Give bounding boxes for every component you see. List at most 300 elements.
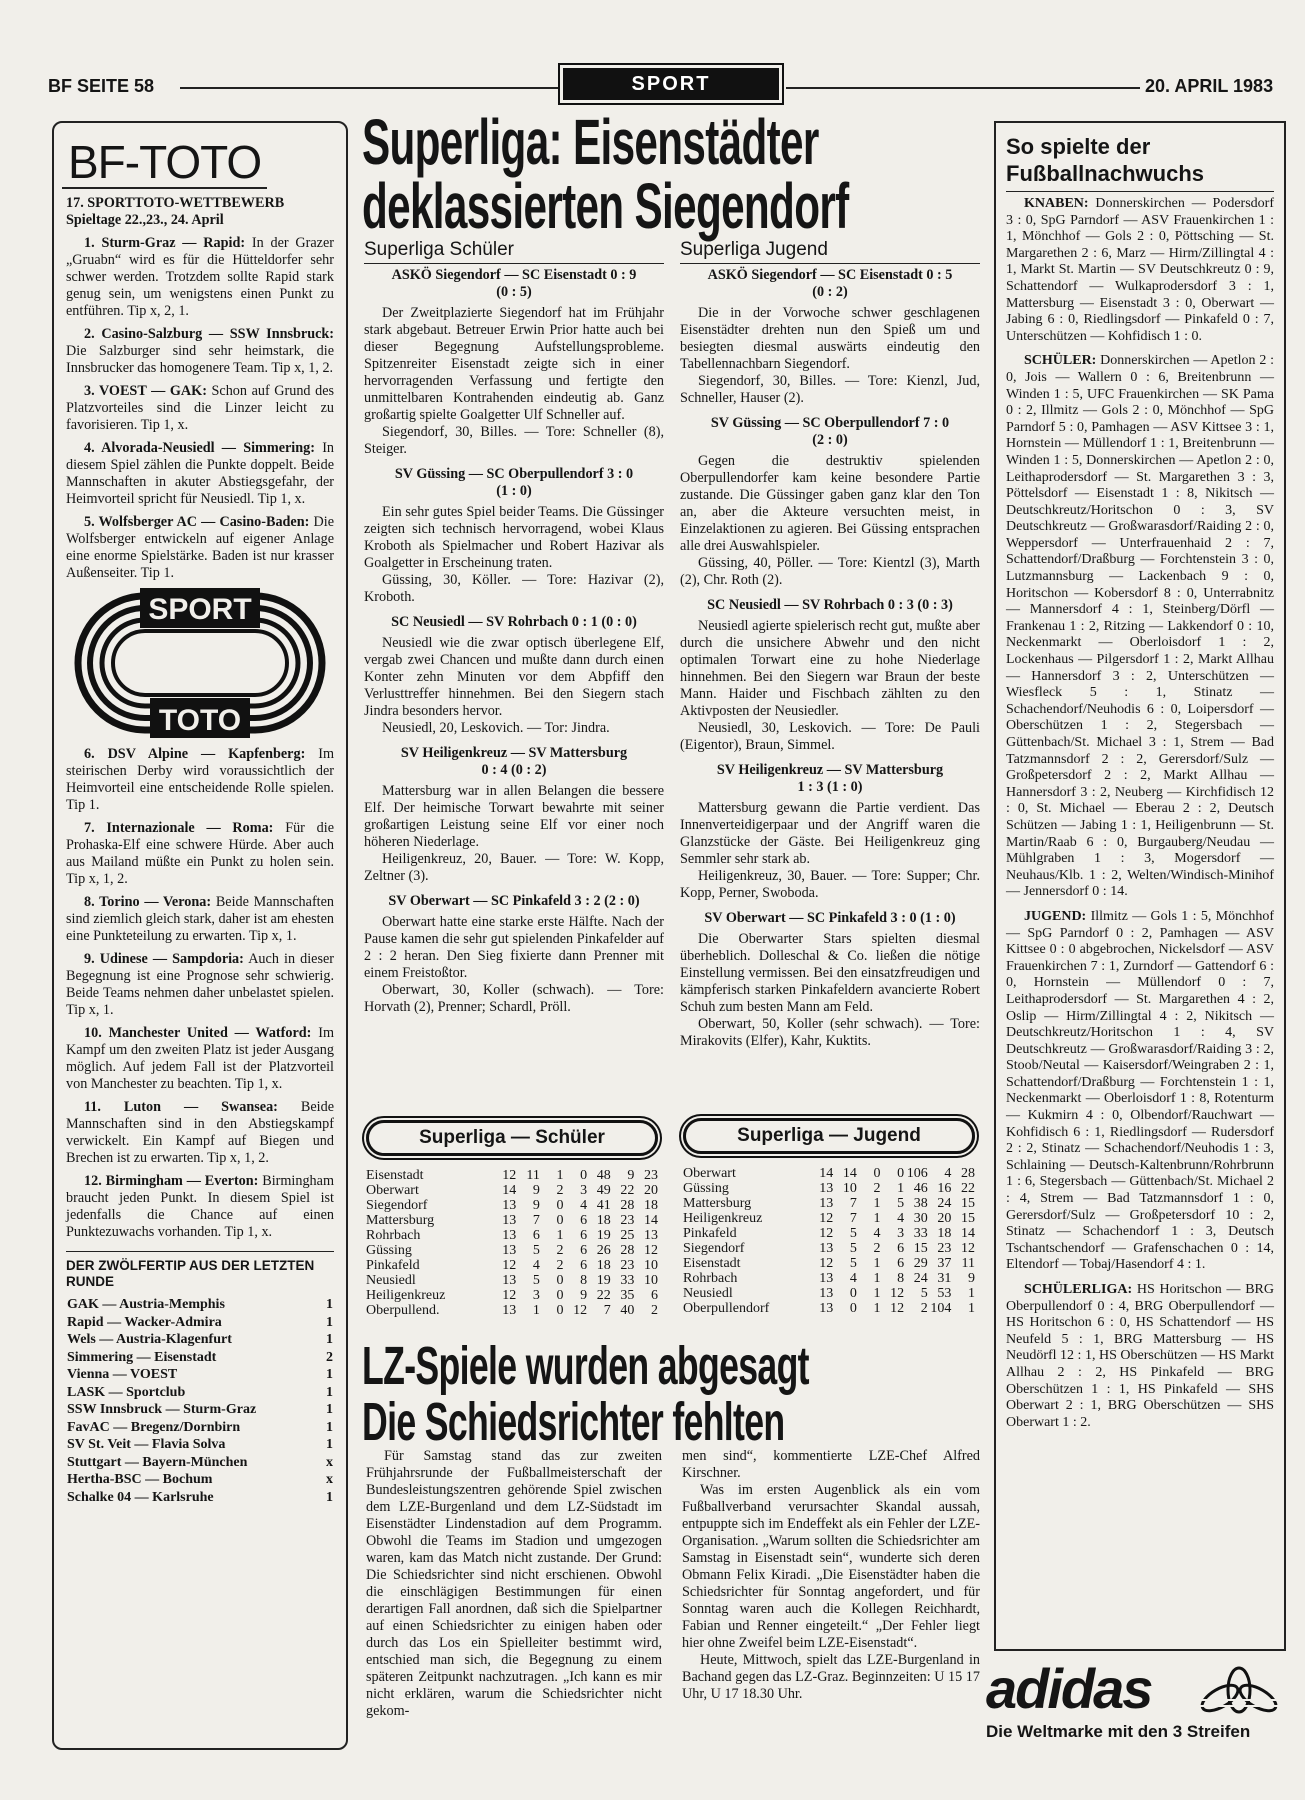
table-cell: 25: [620, 1228, 635, 1243]
team-name: Siegendorf: [683, 1241, 745, 1256]
twelve-match: Wels — Austria-Klagenfurt: [67, 1332, 232, 1347]
twelve-row: [66, 1349, 334, 1367]
table-row: [683, 1301, 975, 1316]
match-report: [680, 267, 980, 407]
match-text: Mattersburg gewann die Partie verdient. Das Innenverteidigerpaar und der Angriff waren die Glanzstücke der Gäste. Bei Heiligenkreuz ging Semmler sehr stark ab.: [680, 800, 980, 867]
table-cell: 23: [620, 1258, 635, 1273]
table-cell: 6: [580, 1228, 588, 1243]
bf-toto-logo: BF-TOTO: [62, 137, 267, 189]
team-name: Rohrbach: [366, 1228, 421, 1243]
twelve-row: [66, 1296, 334, 1314]
lz-headline-line2: Die Schiedsrichter fehlten: [362, 1392, 785, 1452]
table-cell: 13: [819, 1181, 834, 1196]
lz-text: Für Samstag stand das zur zweiten Frühjahrsrunde der Fußballmeisterschaft der Bundesleistungszentren gehörende Spiel zwischen dem LZE-Burgenland und dem LZ-Südstadt im Eisenstädter Lindenstadion auf dem Programm. Obwohl die Teams im Stadion und umgezogen waren, kam das Match nicht zustande. Der Grund: Die Schiedsrichter sind nicht erschienen. Obwohl die einschlägigen Bestimmungen für einen derartigen Fall anordnen, daß sich die Spielpartner auf einen Schiedsrichter zu einigen haben oder durch das Los ein Spielleiter bestimmt wird, entschied man sich, die Begegnung zu einem späteren Zeitpunkt nachzutragen. „Ich kann es mir nicht erklären, warum die Schiedsrichter nicht gekom-: [366, 1448, 662, 1719]
schueler-standings: [366, 1120, 658, 1318]
jugend-table-title: Superliga — Jugend: [683, 1118, 975, 1154]
adidas-ad: [986, 1657, 1286, 1750]
table-cell: 1: [873, 1211, 881, 1226]
table-cell: 9: [968, 1271, 975, 1286]
table-cell: 14: [502, 1183, 517, 1198]
twelve-tip-table: [66, 1296, 334, 1506]
table-cell: 0: [556, 1273, 564, 1288]
table-cell: 14: [644, 1213, 658, 1228]
table-cell: 40: [620, 1303, 635, 1318]
twelve-match: Stuttgart — Bayern-München: [67, 1454, 248, 1470]
twelve-tip: 1: [326, 1489, 333, 1505]
match-head: SV Oberwart — SC Pinkafeld 3 : 0 (1 : 0): [704, 910, 956, 926]
table-cell: 33: [913, 1226, 928, 1241]
team-name: Eisenstadt: [366, 1168, 424, 1183]
table-cell: 6: [580, 1213, 588, 1228]
toto-game: 12. Birmingham — Everton: Birmingham braucht jeden Punkt. In diesem Spiel ist jedenfalls die Chance auf einen Punktezuwachs vorhanden. Tip 1, x.: [66, 1173, 334, 1240]
header-rule-left: [180, 87, 560, 89]
table-cell: 26: [596, 1243, 611, 1258]
table-cell: 24: [913, 1271, 928, 1286]
schueler-table: [366, 1168, 658, 1318]
toto-game: 6. DSV Alpine — Kapfenberg: Im steirischen Derby wird voraussichtlich der Heimvorteil eine entscheidende Rolle spielen. Tip 1.: [66, 746, 334, 813]
table-cell: 28: [961, 1166, 975, 1181]
table-cell: 2: [873, 1181, 881, 1196]
issue-date: 20. APRIL 1983: [1145, 76, 1274, 96]
table-row: [366, 1168, 658, 1183]
table-row: [683, 1286, 975, 1301]
toto-text: TOTO: [158, 704, 242, 737]
table-cell: 5: [920, 1286, 928, 1301]
match-text: Oberwart hatte eine starke erste Hälfte. Nach der Pause kamen die sehr gut spielenden Pinkafelder auf 2 : 2 heran. Den Sieg fixierte dann Prenner mit einem Freistoßtor.: [364, 914, 664, 981]
table-cell: 0: [556, 1213, 564, 1228]
table-cell: 18: [596, 1258, 611, 1273]
table-cell: 35: [620, 1288, 635, 1303]
table-cell: 7: [849, 1196, 857, 1211]
twelve-tip: 1: [326, 1384, 333, 1400]
match-report: [680, 910, 980, 1050]
table-cell: 9: [627, 1168, 635, 1183]
table-cell: 30: [913, 1211, 928, 1226]
table-cell: 6: [897, 1241, 905, 1256]
table-cell: 12: [819, 1256, 834, 1271]
table-cell: 0: [849, 1286, 857, 1301]
match-report: [364, 614, 664, 737]
table-cell: 2: [920, 1301, 928, 1316]
toto-game: 3. VOEST — GAK: Schon auf Grund des Platzvorteiles sind die Linzer leicht zu favorisieren. Tip 1, x.: [66, 383, 335, 433]
match-head: SV Güssing — SC Oberpullendorf 3 : 0: [394, 466, 634, 482]
toto-game: 7. Internazionale — Roma: Für die Prohaska-Elf eine schwere Hürde. Aber auch aus Mailand müßte ein Punkt zu holen sein. Tip x, 1, 2.: [66, 820, 335, 887]
table-cell: 9: [580, 1288, 588, 1303]
table-cell: 12: [502, 1168, 517, 1183]
table-cell: 20: [937, 1211, 952, 1226]
table-cell: 2: [651, 1303, 658, 1318]
table-cell: 1: [873, 1196, 881, 1211]
team-name: Neusiedl: [366, 1273, 416, 1288]
table-cell: 31: [937, 1271, 952, 1286]
toto-games-b: [66, 746, 334, 1241]
twelve-match: Vienna — VOEST: [67, 1367, 178, 1382]
table-row: [366, 1213, 658, 1228]
schueler-table-title: Superliga — Schüler: [366, 1120, 658, 1156]
table-cell: 18: [937, 1226, 952, 1241]
table-cell: 12: [819, 1226, 834, 1241]
table-row: [366, 1183, 658, 1198]
table-cell: 13: [502, 1228, 517, 1243]
table-cell: 18: [596, 1213, 611, 1228]
table-cell: 23: [644, 1168, 658, 1183]
table-cell: 7: [849, 1211, 857, 1226]
table-cell: 13: [502, 1198, 517, 1213]
results-section: [1006, 353, 1274, 901]
toto-box: [52, 121, 348, 1750]
toto-game: 9. Udinese — Sampdoria: Auch in dieser Begegnung ist eine Prognose sehr schwierig. Beide Teams nehmen daher unbelastet spielen. Tip x, 1.: [66, 951, 334, 1018]
table-cell: 1: [873, 1256, 881, 1271]
team-name: Oberwart: [683, 1166, 736, 1181]
table-row: [366, 1258, 658, 1273]
nachwuchs-title-1: So spielte der: [1006, 134, 1151, 159]
team-name: Pinkafeld: [683, 1226, 737, 1241]
table-cell: 9: [532, 1198, 540, 1213]
table-cell: 1: [968, 1301, 975, 1316]
table-row: [683, 1181, 975, 1196]
match-score: (2 : 0): [812, 432, 848, 448]
lz-text: men sind“, kommentierte LZE-Chef Alfred Kirschner.: [682, 1448, 980, 1481]
table-cell: 12: [819, 1211, 834, 1226]
table-cell: 13: [819, 1286, 834, 1301]
table-cell: 3: [897, 1226, 905, 1241]
match-head: ASKÖ Siegendorf — SC Eisenstadt 0 : 5: [707, 267, 953, 283]
match-head: SV Heiligenkreuz — SV Mattersburg: [400, 745, 628, 761]
table-cell: 38: [913, 1196, 928, 1211]
table-cell: 12: [961, 1241, 975, 1256]
jugend-title: Superliga Jugend: [680, 239, 980, 264]
table-cell: 13: [644, 1228, 658, 1243]
table-cell: 37: [937, 1256, 952, 1271]
results-section: [1006, 1282, 1274, 1431]
table-cell: 5: [849, 1226, 857, 1241]
table-cell: 12: [502, 1288, 517, 1303]
toto-game: 5. Wolfsberger AC — Casino-Baden: Die Wolfsberger entwickeln auf eigener Anlage eine enorme Spielstärke. Baden ist nur krasser Außenseiter. Tip 1.: [66, 514, 334, 581]
table-row: [683, 1271, 975, 1286]
schueler-title: Superliga Schüler: [364, 239, 664, 264]
table-cell: 0: [849, 1301, 857, 1316]
table-cell: 13: [819, 1301, 834, 1316]
twelve-match: Schalke 04 — Karlsruhe: [67, 1489, 214, 1505]
table-cell: 0: [873, 1166, 881, 1181]
table-cell: 106: [906, 1166, 928, 1181]
table-cell: 1: [897, 1181, 905, 1196]
table-cell: 13: [819, 1241, 834, 1256]
table-cell: 19: [596, 1273, 611, 1288]
table-row: [683, 1166, 975, 1181]
twelve-tip: 1: [326, 1332, 333, 1347]
table-cell: 6: [651, 1288, 658, 1303]
results-label: KNABEN:: [1024, 196, 1089, 211]
team-name: Oberwart: [366, 1183, 419, 1198]
twelve-row: [66, 1489, 334, 1507]
results-text: Illmitz — Gols 1 : 5, Mönchhof — SpG Parndorf 0 : 2, Pamhagen — ASV Kittsee 0 : 0 abgebrochen, Nickelsdorf — ASV Frauenkirchen 7 : 1, Zurndorf — Gattendorf 6 : 0, Hornstein — Müllendorf 0 : 7, Leithaprodersdorf — St. Margarethen 4 : 2, Oslip — Hirm/Zillingtal 4 : 2, Nikitsch — Deutschkreutz/Horitschon 1 : 4, SV Deutschkreutz — Großwarasdorf/Raiding 3 : 2, Stoob/Neutal — Kaisersdorf/Weingraben 2 : 1, Schattendorf/Draßburg — Forchtenstein 1 : 1, Neckenmarkt — Oberloisdorf 1 : 8, Rotenturm — Kukmirn 4 : 0, Olbendorf/Rauchwart — Kohfidisch 6 : 1, Riedlingsdorf — Rudersdorf 2 : 2, Stinatz — Schachendorf/Neuhodis 1 : 3, Schlaining — Deutsch-Kaltenbrunn/Rohrbrunn 1 : 6, Stegersbach — Güttenbach/St. Michael 2 : 4, Strem — Bad Tatzmannsdorf 1 : 0, Gerersdorf/Sulz — Großpetersdorf 10 : 2, Stinatz — Schachendorf 1 : 3, Deutsch Tschantschendorf — Grafenschachen 0 : 14, Eltendorf — Tobaj/Hasendorf 4 : 1.: [1006, 908, 1274, 1273]
lz-col1: [366, 1448, 662, 1748]
table-cell: 15: [961, 1196, 975, 1211]
table-cell: 4: [580, 1198, 588, 1213]
results-label: SCHÜLER:: [1024, 353, 1097, 369]
team-name: Rohrbach: [683, 1271, 738, 1286]
section-label: SPORT: [563, 68, 779, 100]
match-scorers: Güssing, 40, Pöller. — Tore: Kientzl (3), Marth (2), Chr. Roth (2).: [680, 555, 980, 588]
table-cell: 4: [897, 1211, 905, 1226]
table-cell: 104: [930, 1301, 952, 1316]
twelve-tip: 1: [326, 1419, 333, 1435]
match-text: Der Zweitplazierte Siegendorf hat im Frühjahr stark abgebaut. Betreuer Erwin Prior hatte auch bei dieser Begegnung Aufstellungsprobleme. Spitzenreiter Eisenstadt zeigte sich in einer hervorragenden Verfassung und fertigte den unmittelbaren Kontrahenden eindeutig ab. Ganz großartig spielte Goalgetter Ulf Schneller auf.: [364, 305, 664, 423]
table-cell: 28: [620, 1243, 635, 1258]
table-cell: 16: [937, 1181, 952, 1196]
table-cell: 10: [644, 1258, 658, 1273]
adidas-brand: adidas: [986, 1657, 1152, 1720]
table-cell: 18: [644, 1198, 658, 1213]
table-cell: 20: [644, 1183, 658, 1198]
table-cell: 6: [897, 1256, 905, 1271]
table-cell: 14: [842, 1166, 857, 1181]
table-row: [683, 1241, 975, 1256]
table-cell: 4: [849, 1271, 857, 1286]
match-text: Ein sehr gutes Spiel beider Teams. Die Güssinger zeigten sich technisch hervorragend, wobei Klaus Kroboth als Spielmacher und Robert Hazivar als Goalgetter in Erscheinung traten.: [364, 504, 664, 571]
match-scorers: Siegendorf, 30, Billes. — Tore: Schneller (8), Steiger.: [364, 424, 664, 457]
trefoil-logo-icon: [1198, 1664, 1280, 1716]
nachwuchs-box: [994, 121, 1286, 1651]
toto-game: 1. Sturm-Graz — Rapid: In der Grazer „Gruabn“ wird es für die Hütteldorfer sehr schwer werden. Trotzdem sollte Rapid stark genug sein, um wenigstens einen Punkt zu entführen. Tip x, 2, 1.: [66, 235, 334, 319]
table-cell: 23: [937, 1241, 952, 1256]
twelve-match: Simmering — Eisenstadt: [67, 1349, 217, 1365]
twelve-title: DER ZWÖLFERTIP AUS DER LETZTEN RUNDE: [66, 1258, 315, 1289]
table-cell: 46: [913, 1181, 928, 1196]
match-text: Die Oberwarter Stars spielten diesmal überheblich. Dolleschal & Co. ließen die nötige Einstellung vermissen. Bei den einsatzfreudigen und kämpferisch starken Pinkafeldern avancierte Robert Schuh zum besten Mann am Feld.: [680, 931, 980, 1015]
table-cell: 14: [961, 1226, 975, 1241]
twelve-row: [66, 1471, 334, 1489]
main-headline: [362, 110, 962, 242]
table-cell: 0: [580, 1168, 588, 1183]
table-cell: 10: [644, 1273, 658, 1288]
table-cell: 49: [596, 1183, 611, 1198]
table-cell: 7: [603, 1303, 611, 1318]
table-cell: 7: [532, 1213, 540, 1228]
table-cell: 2: [873, 1241, 881, 1256]
table-cell: 24: [937, 1196, 952, 1211]
toto-game: 2. Casino-Salzburg — SSW Innsbruck: Die Salzburger sind sehr heimstark, die Innsbrucker das homogenere Team. Tip x, 1, 2.: [66, 326, 334, 376]
lz-headline: [362, 1338, 982, 1458]
table-cell: 6: [580, 1258, 588, 1273]
table-cell: 22: [596, 1288, 611, 1303]
team-name: Heiligenkreuz: [683, 1211, 763, 1226]
header-rule-right: [786, 87, 1140, 89]
table-cell: 33: [620, 1273, 635, 1288]
match-report: [680, 415, 980, 589]
table-cell: 22: [961, 1181, 975, 1196]
table-cell: 6: [532, 1228, 540, 1243]
twelve-tip: 1: [326, 1314, 333, 1330]
table-cell: 28: [620, 1198, 635, 1213]
match-report: [680, 762, 980, 902]
match-head: SC Neusiedl — SV Rohrbach 0 : 1 (0 : 0): [391, 614, 637, 630]
team-name: Pinkafeld: [366, 1258, 420, 1273]
jugend-table: [683, 1166, 975, 1316]
table-cell: 19: [596, 1228, 611, 1243]
table-cell: 29: [913, 1256, 928, 1271]
match-score: (1 : 0): [496, 483, 532, 499]
twelve-match: GAK — Austria-Memphis: [67, 1297, 225, 1312]
match-report: [680, 597, 980, 754]
team-name: Güssing: [683, 1181, 729, 1196]
match-text: Neusiedl wie die zwar optisch überlegene Elf, vergab zwei Chancen und mußte dann durch einen Konter zehn Minuten vor dem Abpfiff den Verlusttreffer hinnehmen. Bei den Siegern stach Jindra besonders hervor.: [364, 635, 664, 719]
toto-game: 11. Luton — Swansea: Beide Mannschaften sind in den Abstiegskampf verwickelt. Ein Kampf auf Biegen und Brechen ist zu erwarten. Tip x, 1, 2.: [66, 1099, 334, 1166]
toto-game: 8. Torino — Verona: Beide Mannschaften sind ziemlich gleich stark, daher ist am ehesten eine Punkteteilung zu erwarten. Tip x, 1.: [66, 894, 335, 944]
table-cell: 0: [556, 1198, 564, 1213]
twelve-match: SSW Innsbruck — Sturm-Graz: [67, 1402, 257, 1417]
toto-game: 10. Manchester United — Watford: Im Kampf um den zweiten Platz ist jeder Ausgang möglich. Auf jedem Fall ist der Platzvorteil von Manchester zu beachten. Tip 1, x.: [66, 1025, 334, 1092]
match-score: 1 : 3 (1 : 0): [797, 779, 863, 795]
match-text: Gegen die destruktiv spielenden Oberpullendorfer kam keine besondere Partie zustande. Die Güssinger gaben ganz klar den Ton an, aber die Akteure versuchten meist, in Einzelaktionen zu agieren. Bei Güssing entsprachen alle drei Auswahlspieler.: [680, 453, 980, 554]
team-name: Mattersburg: [366, 1213, 435, 1228]
results-label: SCHÜLERLIGA:: [1024, 1282, 1133, 1297]
table-cell: 14: [819, 1166, 834, 1181]
twelve-row: [66, 1401, 334, 1419]
jugend-column: [680, 239, 980, 1109]
twelve-tip: 1: [326, 1297, 333, 1312]
table-cell: 5: [849, 1256, 857, 1271]
table-cell: 10: [842, 1181, 857, 1196]
table-cell: 11: [961, 1256, 975, 1271]
match-head: SC Neusiedl — SV Rohrbach 0 : 3 (0 : 3): [707, 597, 953, 613]
results-text: HS Horitschon — BRG Oberpullendorf 0 : 4, BRG Oberpullendorf — HS Horitschon 6 : 0, HS Schattendorf — HS Neufeld 5 : 1, BRG Mattersburg — HS Neudörfl 12 : 1, HS Oberschützen — HS Markt Allhau 2 : 2, HS Pinkafeld — BRG Oberschützen 1 : 1, HS Pinkafeld — SHS Oberwart 2 : 1, BRG Oberschützen — SHS Oberwart 1 : 2.: [1006, 1282, 1275, 1430]
lz-text: Was im ersten Augenblick als ein vom Fußballverband verursachter Skandal aussah, entpuppte sich im Endeffekt als ein Fehler der LZE-Organisation. „Warum sollten die Schiedsrichter am Samstag in Eisenstadt sein“, wunderte sich deren Obmann Felix Kiradi. „Die Eisenstädter haben die Schiedsrichter für Sonntag angefordert, und für Sonntag waren auch die Kollegen Reichhardt, Fabian und Renner eingeteilt.“ „Der Fehler liegt hier ohne Zweifel beim LZE-Eisenstadt“.: [682, 1482, 980, 1651]
twelve-tip: 1: [326, 1367, 333, 1382]
match-scorers: Güssing, 30, Köller. — Tore: Hazivar (2), Kroboth.: [364, 572, 664, 605]
table-cell: 4: [873, 1226, 881, 1241]
team-name: Eisenstadt: [683, 1256, 741, 1271]
results-section: [1006, 909, 1274, 1274]
table-cell: 2: [556, 1183, 564, 1198]
team-name: Oberpullendorf: [683, 1301, 770, 1316]
jugend-standings: [683, 1118, 975, 1316]
table-cell: 41: [596, 1198, 611, 1213]
team-name: Heiligenkreuz: [366, 1288, 446, 1303]
lz-col2: [682, 1448, 980, 1748]
table-row: [366, 1228, 658, 1243]
match-scorers: Heiligenkreuz, 20, Bauer. — Tore: W. Kopp, Zeltner (3).: [364, 851, 664, 884]
table-cell: 1: [556, 1228, 564, 1243]
table-cell: 12: [890, 1301, 905, 1316]
table-cell: 13: [502, 1213, 517, 1228]
table-cell: 12: [502, 1258, 517, 1273]
team-name: Oberpullend.: [366, 1303, 440, 1318]
results-section: [1006, 196, 1274, 345]
match-report: [364, 745, 664, 885]
table-cell: 15: [913, 1241, 928, 1256]
twelve-match: SV St. Veit — Flavia Solva: [67, 1437, 226, 1452]
twelve-row: [66, 1419, 334, 1437]
twelve-match: Hertha-BSC — Bochum: [67, 1472, 213, 1487]
toto-game: 4. Alvorada-Neusiedl — Simmering: In diesem Spiel zählen die Punkte doppelt. Beide Mannschaften in akuter Abstiegsgefahr, der Heimvorteil spricht für Neusiedl. Tip 1, x.: [66, 440, 335, 507]
table-cell: 8: [580, 1273, 588, 1288]
table-cell: 2: [556, 1243, 564, 1258]
table-row: [683, 1226, 975, 1241]
lz-headline-line1: LZ-Spiele wurden abgesagt: [362, 1338, 809, 1396]
table-cell: 0: [556, 1288, 564, 1303]
table-cell: 12: [644, 1243, 658, 1258]
match-scorers: Neusiedl, 20, Leskovich. — Tor: Jindra.: [382, 720, 610, 736]
table-cell: 0: [556, 1303, 564, 1318]
twelve-row: [66, 1436, 334, 1454]
table-row: [366, 1243, 658, 1258]
twelve-match: Rapid — Wacker-Admira: [67, 1314, 222, 1330]
match-score: 0 : 4 (0 : 2): [481, 762, 547, 778]
twelve-tip: 2: [326, 1349, 333, 1365]
match-head: SV Heiligenkreuz — SV Mattersburg: [716, 762, 944, 778]
match-head: SV Güssing — SC Oberpullendorf 7 : 0: [710, 415, 950, 431]
schueler-column: [364, 239, 664, 1109]
team-name: Güssing: [366, 1243, 412, 1258]
table-cell: 3: [580, 1183, 588, 1198]
match-text: Die in der Vorwoche schwer geschlagenen Eisenstädter drehten nun den Spieß um und besiegten diesmal auswärts eindeutig den Tabellennachbarn Siegendorf.: [680, 305, 980, 372]
toto-competition: 17. SPORTTOTO-WETTBEWERB: [66, 195, 285, 211]
twelve-row: [66, 1454, 334, 1472]
table-cell: 5: [532, 1273, 540, 1288]
adidas-slogan: Die Weltmarke mit den 3 Streifen: [986, 1722, 1251, 1741]
match-report: [364, 267, 664, 458]
table-cell: 11: [526, 1168, 540, 1183]
table-cell: 13: [502, 1303, 517, 1318]
twelve-match: FavAC — Bregenz/Dornbirn: [67, 1419, 241, 1435]
table-cell: 15: [961, 1211, 975, 1226]
toto-divider: [66, 1251, 334, 1252]
twelve-tip: 1: [326, 1437, 333, 1452]
twelve-row: [66, 1366, 334, 1384]
table-row: [683, 1196, 975, 1211]
results-label: JUGEND:: [1024, 908, 1087, 924]
table-cell: 5: [532, 1243, 540, 1258]
table-cell: 2: [556, 1258, 564, 1273]
match-score: (0 : 2): [812, 284, 848, 300]
twelve-tip: x: [326, 1454, 333, 1470]
table-cell: 1: [532, 1303, 540, 1318]
match-scorers: Neusiedl, 30, Leskovich. — Tore: De Pauli (Eigentor), Braun, Simmel.: [680, 720, 980, 753]
table-row: [366, 1288, 658, 1303]
lz-text: Heute, Mittwoch, spielt das LZE-Burgenland in Bachand gegen das LZ-Graz. Beginnzeiten: U 15 17 Uhr, U 17 18.30 Uhr.: [682, 1652, 980, 1702]
table-cell: 1: [873, 1271, 881, 1286]
headline-line1: Superliga: Eisenstädter: [362, 110, 819, 178]
team-name: Neusiedl: [683, 1286, 733, 1301]
match-head: ASKÖ Siegendorf — SC Eisenstadt 0 : 9: [391, 267, 637, 283]
table-row: [683, 1211, 975, 1226]
match-text: Neusiedl agierte spielerisch recht gut, mußte aber durch die unsichere Abwehr und den nicht optimalen Torwart eine zu hohe Niederlage hinnehmen. Bei den Siegern war Braun der beste Mann. Haider und Fischbach zählten zu den Aktivposten der Neusiedler.: [680, 618, 980, 719]
match-text: Mattersburg war in allen Belangen die bessere Elf. Der heimische Torwart bewahrte mit seiner großartigen Leistung seine Elf vor einer noch höheren Niederlage.: [364, 783, 664, 850]
table-cell: 9: [532, 1183, 540, 1198]
table-row: [683, 1256, 975, 1271]
table-row: [366, 1273, 658, 1288]
match-scorers: Heiligenkreuz, 30, Bauer. — Tore: Supper; Chr. Kopp, Perner, Swoboda.: [680, 868, 980, 901]
match-scorers: Oberwart, 30, Koller (schwach). — Tore: Horvath (2), Prenner; Schardl, Pröll.: [364, 982, 664, 1015]
table-cell: 48: [596, 1168, 611, 1183]
twelve-match: LASK — Sportclub: [67, 1384, 186, 1400]
table-cell: 12: [573, 1303, 588, 1318]
match-report: [364, 893, 664, 1016]
twelve-row: [66, 1314, 334, 1332]
toto-days: Spieltage 22.,23., 24. April: [66, 212, 224, 228]
toto-games-a: [66, 235, 334, 582]
page-label: BF SEITE 58: [48, 76, 155, 96]
table-cell: 13: [819, 1196, 834, 1211]
table-cell: 8: [897, 1271, 905, 1286]
twelve-tip: 1: [326, 1402, 333, 1417]
twelve-row: [66, 1331, 334, 1349]
table-cell: 13: [502, 1273, 517, 1288]
table-cell: 6: [580, 1243, 588, 1258]
sport-text: SPORT: [148, 593, 252, 626]
